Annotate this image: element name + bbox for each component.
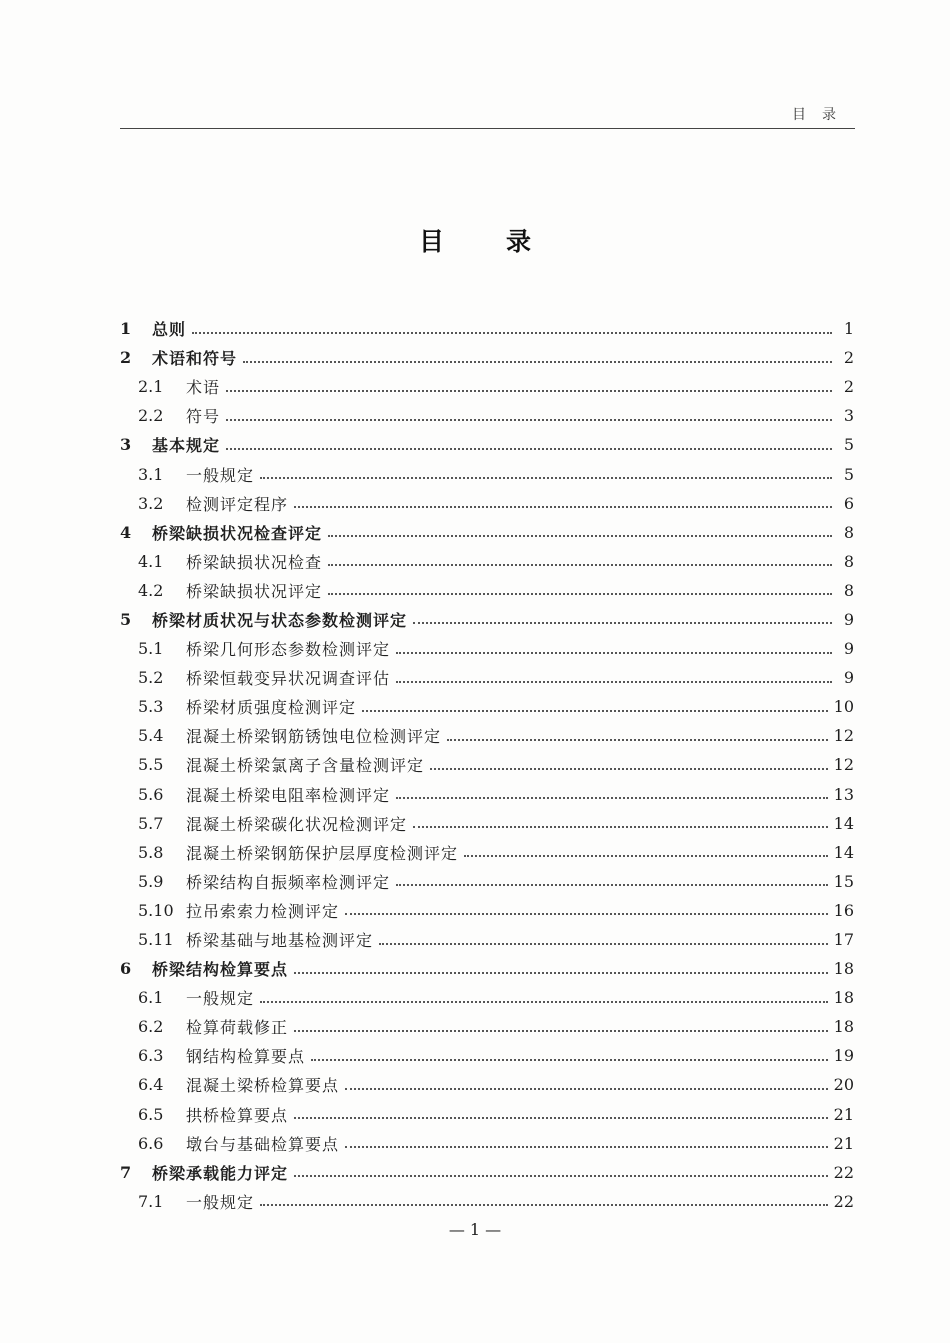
dot-leader (328, 564, 832, 566)
toc-entry-page: 8 (843, 551, 854, 571)
toc-entry-number: 4 (120, 522, 132, 542)
toc-entry-title: 术语和符号 (152, 349, 238, 369)
toc-entry-number: 2.2 (138, 406, 164, 426)
toc-entry-number: 5.9 (138, 871, 164, 891)
toc-entry-title: 混凝土桥梁钢筋保护层厚度检测评定 (186, 843, 459, 863)
toc-entry-number: 1 (120, 319, 132, 339)
toc-section-entry (118, 372, 854, 401)
toc-section-entry (118, 925, 854, 954)
toc-entry-page: 14 (833, 842, 854, 862)
toc-section-entry (118, 1070, 854, 1099)
toc-entry-page: 2 (843, 348, 854, 368)
dot-leader (345, 913, 828, 915)
dot-leader (345, 1146, 828, 1148)
toc-entry-number: 5.5 (138, 755, 164, 775)
toc-section-entry (118, 1129, 854, 1158)
toc-entry-page: 22 (833, 1162, 854, 1182)
toc-entry-number: 5.7 (138, 813, 164, 833)
toc-entry-number: 5.3 (138, 697, 164, 717)
toc-entry-title: 总则 (152, 320, 187, 340)
dot-leader (396, 652, 832, 654)
toc-entry-number: 3.1 (138, 464, 164, 484)
toc-entry-title: 桥梁材质状况与状态参数检测评定 (152, 610, 408, 630)
dot-leader (260, 1204, 828, 1206)
dot-leader (396, 797, 828, 799)
toc-entry-title: 拱桥检算要点 (186, 1105, 289, 1125)
toc-entry-page: 18 (833, 988, 854, 1008)
toc-entry-title: 混凝土桥梁电阻率检测评定 (186, 785, 391, 805)
toc-section-entry (118, 867, 854, 896)
toc-entry-page: 18 (833, 959, 854, 979)
toc-entry-title: 拉吊索索力检测评定 (186, 901, 340, 921)
toc-section-entry (118, 634, 854, 663)
dot-leader (345, 1088, 828, 1090)
toc-entry-title: 桥梁恒载变异状况调查评估 (186, 669, 391, 689)
toc-entry-page: 15 (833, 871, 854, 891)
dot-leader (260, 477, 832, 479)
toc-entry-number: 5.8 (138, 842, 164, 862)
page-title: 目录 (418, 227, 593, 256)
dot-leader (447, 739, 828, 741)
toc-entry-page: 19 (833, 1046, 854, 1066)
dot-leader (226, 419, 832, 421)
toc-entry-title: 桥梁承载能力评定 (152, 1163, 289, 1183)
toc-chapter-entry (118, 1158, 854, 1187)
dot-leader (294, 1175, 828, 1177)
toc-entry-number: 5.11 (138, 930, 174, 950)
toc-entry-title: 桥梁结构自振频率检测评定 (186, 872, 391, 892)
toc-entry-page: 5 (843, 464, 854, 484)
toc-entry-page: 17 (833, 930, 854, 950)
toc-section-entry (118, 1100, 854, 1129)
dot-leader (294, 972, 828, 974)
toc-entry-page: 9 (843, 639, 854, 659)
toc-entry-page: 9 (843, 609, 854, 629)
toc-entry-number: 5.1 (138, 639, 164, 659)
toc-section-entry (118, 983, 854, 1012)
toc-section-entry (118, 780, 854, 809)
toc-entry-number: 6 (120, 959, 132, 979)
toc-entry-number: 6.6 (138, 1133, 164, 1153)
toc-entry-number: 6.1 (138, 988, 164, 1008)
toc-chapter-entry (118, 518, 854, 547)
toc-entry-number: 5.10 (138, 900, 174, 920)
toc-section-entry (118, 489, 854, 518)
dot-leader (379, 943, 828, 945)
dot-leader (362, 710, 828, 712)
toc-section-entry (118, 547, 854, 576)
dot-leader (413, 826, 828, 828)
dot-leader (294, 1117, 828, 1119)
dot-leader (260, 1001, 828, 1003)
toc-entry-number: 7.1 (138, 1191, 164, 1211)
toc-entry-title: 桥梁缺损状况检查 (186, 552, 323, 572)
toc-entry-title: 检测评定程序 (186, 494, 289, 514)
toc-chapter-entry (118, 343, 854, 372)
toc-chapter-entry (118, 314, 854, 343)
toc-entry-title: 一般规定 (186, 1192, 255, 1212)
dot-leader (328, 535, 832, 537)
dot-leader (294, 1030, 828, 1032)
toc-entry-page: 21 (833, 1133, 854, 1153)
toc-entry-page: 1 (843, 319, 854, 339)
toc-entry-number: 6.3 (138, 1046, 164, 1066)
toc-chapter-entry (118, 430, 854, 459)
toc-entry-number: 2.1 (138, 377, 164, 397)
toc-entry-number: 6.4 (138, 1075, 164, 1095)
toc-entry-page: 2 (843, 377, 854, 397)
toc-entry-number: 4.1 (138, 551, 164, 571)
toc-entry-number: 6.5 (138, 1104, 164, 1124)
toc-entry-page: 21 (833, 1104, 854, 1124)
toc-entry-title: 一般规定 (186, 989, 255, 1009)
toc-section-entry (118, 809, 854, 838)
toc-section-entry (118, 663, 854, 692)
toc-section-entry (118, 459, 854, 488)
running-header: 目录 (792, 107, 852, 123)
toc-entry-title: 混凝土桥梁碳化状况检测评定 (186, 814, 408, 834)
page-number: — 1 — (448, 1220, 502, 1239)
dot-leader (226, 390, 832, 392)
toc-entry-number: 5 (120, 609, 132, 629)
toc-entry-title: 桥梁缺损状况检查评定 (152, 523, 323, 543)
toc-section-entry (118, 401, 854, 430)
toc-entry-title: 桥梁材质强度检测评定 (186, 698, 357, 718)
toc-entry-number: 3 (120, 435, 132, 455)
toc-entry-number: 5.6 (138, 784, 164, 804)
dot-leader (294, 506, 832, 508)
toc-entry-title: 桥梁结构检算要点 (152, 960, 289, 980)
toc-entry-title: 一般规定 (186, 465, 255, 485)
toc-chapter-entry (118, 954, 854, 983)
toc-section-entry (118, 750, 854, 779)
toc-section-entry (118, 721, 854, 750)
toc-entry-page: 18 (833, 1017, 854, 1037)
dot-leader (243, 361, 832, 363)
toc-entry-number: 5.2 (138, 668, 164, 688)
toc-entry-number: 2 (120, 348, 132, 368)
toc-entry-page: 8 (843, 580, 854, 600)
toc-section-entry (118, 576, 854, 605)
toc-section-entry (118, 1041, 854, 1070)
dot-leader (192, 332, 832, 334)
toc-entry-number: 4.2 (138, 580, 164, 600)
toc-entry-title: 桥梁基础与地基检测评定 (186, 931, 374, 951)
toc-section-entry (118, 838, 854, 867)
toc-chapter-entry (118, 605, 854, 634)
toc-entry-title: 墩台与基础检算要点 (186, 1134, 340, 1154)
toc-entry-page: 8 (843, 522, 854, 542)
toc-entry-page: 13 (833, 784, 854, 804)
toc-entry-page: 10 (833, 697, 854, 717)
dot-leader (328, 593, 832, 595)
toc-entry-title: 钢结构检算要点 (186, 1047, 306, 1067)
toc-entry-number: 5.4 (138, 726, 164, 746)
table-of-contents (118, 314, 854, 1216)
dot-leader (226, 448, 832, 450)
toc-entry-page: 12 (833, 726, 854, 746)
toc-entry-title: 检算荷载修正 (186, 1018, 289, 1038)
toc-entry-page: 14 (833, 813, 854, 833)
toc-entry-title: 混凝土桥梁钢筋锈蚀电位检测评定 (186, 727, 442, 747)
toc-section-entry (118, 692, 854, 721)
toc-entry-page: 9 (843, 668, 854, 688)
toc-entry-title: 桥梁缺损状况评定 (186, 581, 323, 601)
toc-entry-number: 3.2 (138, 493, 164, 513)
toc-entry-title: 术语 (186, 378, 221, 398)
dot-leader (464, 855, 828, 857)
toc-entry-title: 符号 (186, 407, 221, 427)
toc-entry-page: 20 (833, 1075, 854, 1095)
toc-entry-page: 6 (843, 493, 854, 513)
dot-leader (430, 768, 828, 770)
header-rule (120, 128, 855, 129)
toc-entry-number: 7 (120, 1162, 132, 1182)
toc-entry-number: 6.2 (138, 1017, 164, 1037)
toc-entry-page: 5 (843, 435, 854, 455)
toc-entry-page: 22 (833, 1191, 854, 1211)
dot-leader (396, 681, 832, 683)
toc-section-entry (118, 1012, 854, 1041)
toc-entry-page: 16 (833, 900, 854, 920)
toc-entry-page: 12 (833, 755, 854, 775)
dot-leader (311, 1059, 828, 1061)
toc-entry-title: 混凝土梁桥检算要点 (186, 1076, 340, 1096)
toc-section-entry (118, 1187, 854, 1216)
toc-entry-title: 混凝土桥梁氯离子含量检测评定 (186, 756, 425, 776)
dot-leader (396, 884, 828, 886)
toc-section-entry (118, 896, 854, 925)
toc-entry-title: 桥梁几何形态参数检测评定 (186, 640, 391, 660)
toc-entry-title: 基本规定 (152, 436, 221, 456)
dot-leader (413, 622, 832, 624)
toc-entry-page: 3 (843, 406, 854, 426)
